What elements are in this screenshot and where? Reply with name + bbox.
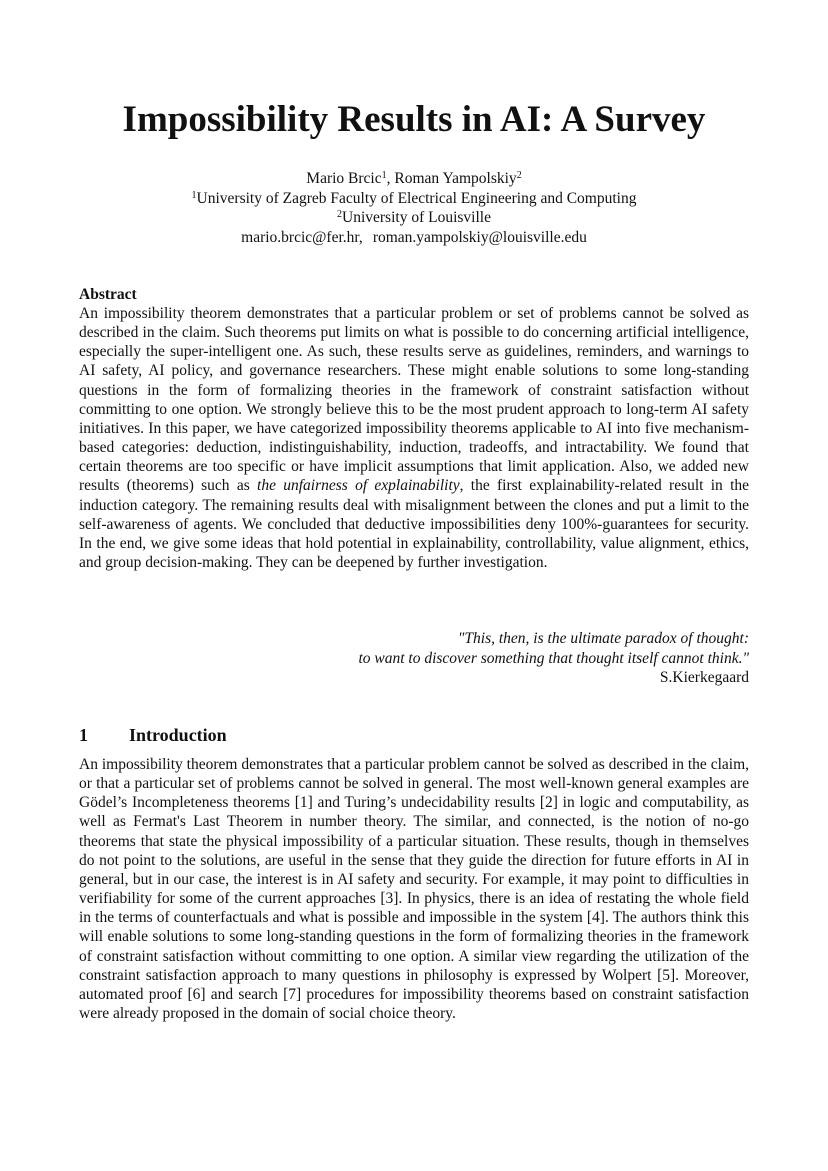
affiliation-1-mark: 1 — [191, 189, 197, 201]
section-title: Introduction — [129, 725, 227, 745]
affiliation-2 — [40, 208, 788, 228]
author-name-2: , Roman Yampolskiy — [386, 170, 517, 187]
abstract-text-part-1: An impossibility theorem demonstrates that a particular problem or set of problems cannot be solved as described in the claim. Such theorems put limits on what is possible to do concerning artificial intelligence, especially the super-intelligent one. As such, these results serve as guidelines, reminders, and warnings to AI safety, AI policy, and governance researchers. These might enable solutions to some long-standing questions in the form of formalizing theories in the framework of constraint satisfaction without committing to one option. We strongly believe this to be the most prudent approach to long-term AI safety initiatives. In this paper, we have categorized impossibility theorems applicable to AI into five mechanism-based categories: deduction, indistinguishability, induction, tradeoffs, and intractability. We found that certain theorems are too specific or have implicit assumptions that limit application. Also, we added new results (theorems) such as — [79, 305, 749, 495]
paper-title: Impossibility Results in AI: A Survey — [122, 99, 706, 140]
affiliation-2-mark: 2 — [337, 209, 343, 220]
section-number: 1 — [79, 725, 88, 745]
author-names — [40, 169, 788, 189]
author-block — [40, 169, 788, 247]
epigraph — [249, 629, 749, 688]
affiliation-1-text: University of Zagreb Faculty of Electrical Engineering and Computing — [196, 189, 637, 207]
abstract-emphasis: the unfairness of explainability — [257, 477, 460, 495]
email-2[interactable]: roman.yampolskiy@louisville.edu — [372, 228, 587, 246]
author-2-affiliation-mark: 2 — [516, 170, 522, 181]
epigraph-line-2: to want to discover something that thought itself cannot think." — [358, 649, 749, 667]
epigraph-line-1: "This, then, is the ultimate paradox of thought: — [457, 630, 749, 647]
author-name-1: Mario Brcic — [306, 170, 382, 187]
epigraph-attribution: S.Kierkegaard — [659, 669, 749, 686]
introduction-text: An impossibility theorem demonstrates that a particular problem cannot be solved as described in the claim, or that a particular set of problems cannot be solved in general. The most well-known general examples are Gödel’s Incompleteness theorems [1] and Turing’s undecidability results [2] in logic and computability, as well as Fermat's Last Theorem in number theory. The similar, and connected, is the notion of no-go theorems that state the physical impossibility of a particular situation. These results, though in themselves do not point to the solutions, are useful in the sense that they guide the direction for future efforts in AI in general, but in our case, the interest is in AI safety and security. For example, it may point to difficulties in verifiability for some of the current approaches [3]. In physics, there is an idea of restating the whole field in the terms of counterfactuals and what is possible and impossible in the system [4]. The authors think this will enable solutions to some long-standing questions in the form of formalizing theories in the framework of constraint satisfaction without committing to one option. A similar view regarding the utilization of the constraint satisfaction approach to many questions in philosophy is expressed by Wolpert [5]. Moreover, automated proof [6] and search [7] procedures for impossibility theorems based on constraint satisfaction were already proposed in the domain of social choice theory. — [79, 756, 749, 1023]
affiliation-2-text: University of Louisville — [342, 209, 491, 226]
abstract-text-part-2: , the first explainability-related result in the induction category. The remaining results deal with misalignment between the clones and put a limit to the self-awareness of agents. We concluded that deductive impossibilities deny 100%-guarantees for security. In the end, we give some ideas that hold potential in explainability, controllability, value alignment, ethics, and group decision-making. They can be deepened by further investigation. — [79, 477, 750, 572]
abstract-text — [79, 304, 749, 572]
abstract-heading: Abstract — [79, 286, 137, 303]
section-heading-introduction — [79, 724, 227, 746]
author-1-affiliation-mark: 1 — [381, 170, 387, 181]
author-emails — [40, 228, 788, 248]
affiliation-1 — [40, 189, 788, 209]
email-1[interactable]: mario.brcic@fer.hr, — [241, 228, 363, 246]
